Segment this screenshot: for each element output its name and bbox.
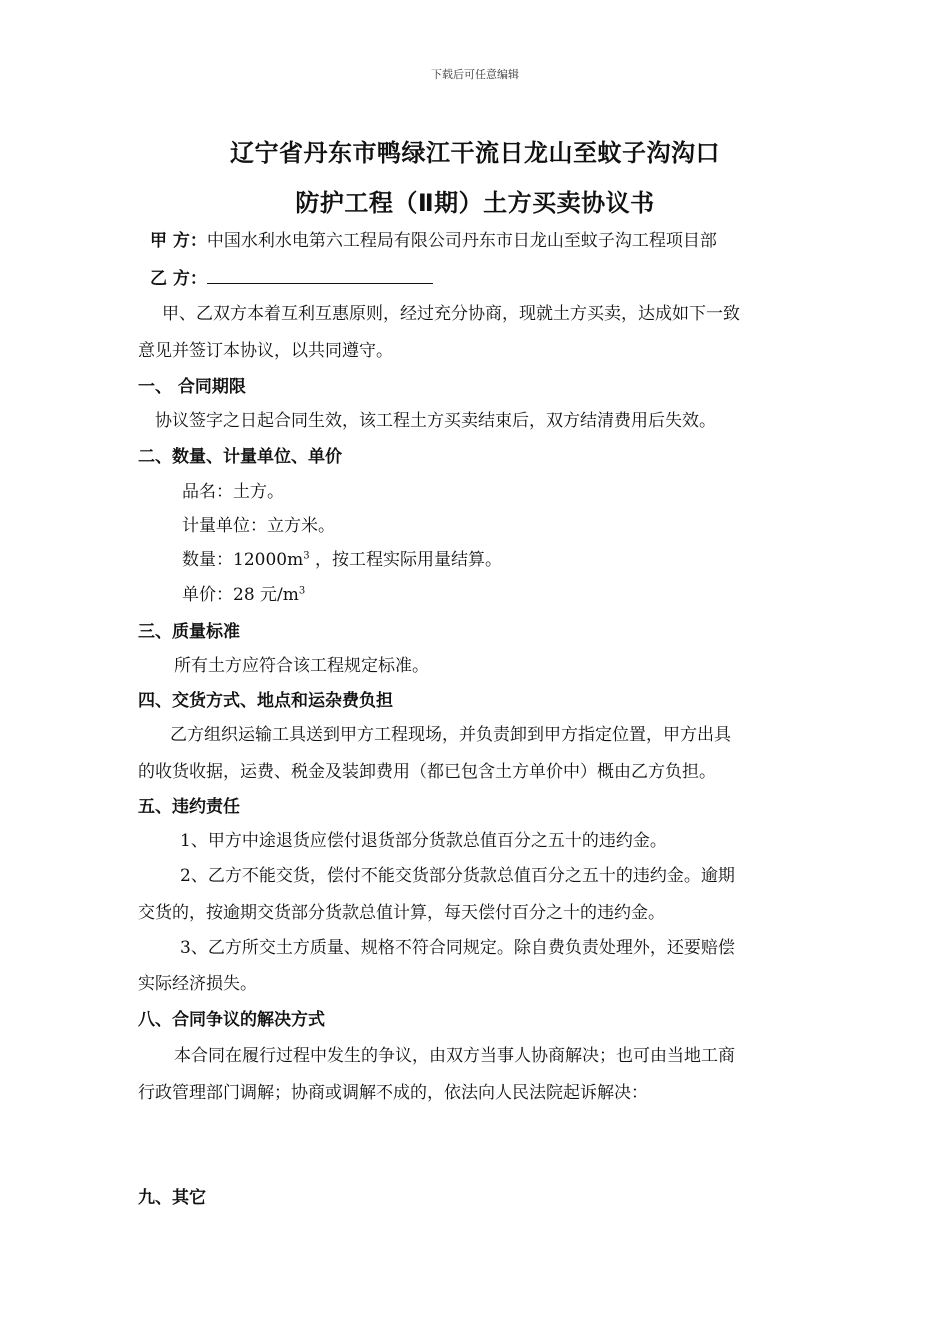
section-5-heading: 五、违约责任 (138, 797, 240, 817)
section-5-line-4: 3、乙方所交土方质量、规格不符合同规定。除自费负责处理外，还要赔偿 (180, 938, 735, 958)
party-b-label: 乙 方： (150, 269, 207, 289)
section-1-heading: 一、 合同期限 (138, 377, 246, 397)
price-superscript: 3 (298, 585, 306, 597)
section-5-line-2: 2、乙方不能交货，偿付不能交货部分货款总值百分之五十的违约金。逾期 (180, 866, 735, 886)
item-unit: 计量单位：立方米。 (182, 516, 335, 536)
section-4-line-2: 的收货收据，运费、税金及装卸费用（都已包含土方单价中）概由乙方负担。 (138, 762, 716, 782)
quantity-note: ，按工程实际用量结算。 (309, 550, 502, 570)
party-b (150, 264, 830, 289)
quantity-text: 数量：12000m (182, 550, 304, 570)
section-8-line-1: 本合同在履行过程中发生的争议，由双方当事人协商解决；也可由当地工商 (174, 1046, 735, 1066)
document-title-line-2: 防护工程（Ⅱ期）土方买卖协议书 (295, 189, 655, 217)
price-text: 单价：28 元/m (182, 585, 299, 605)
section-5-line-3: 交货的，按逾期交货部分货款总值计算，每天偿付百分之十的违约金。 (138, 903, 665, 923)
party-a-label: 甲 方： (150, 231, 207, 251)
party-a-value: 中国水利水电第六工程局有限公司丹东市日龙山至蚊子沟工程项目部 (206, 231, 717, 251)
section-4-line-1: 乙方组织运输工具送到甲方工程现场，并负责卸到甲方指定位置，甲方出具 (170, 725, 731, 745)
intro-line-1: 甲、乙双方本着互利互惠原则，经过充分协商，现就土方买卖，达成如下一致 (162, 304, 740, 324)
section-4-heading: 四、交货方式、地点和运杂费负担 (138, 691, 393, 711)
item-name: 品名：土方。 (182, 482, 284, 502)
item-price (182, 580, 862, 605)
page-header: 下载后可任意编辑 (431, 68, 519, 81)
section-3-body: 所有土方应符合该工程规定标准。 (174, 656, 429, 676)
section-1-body: 协议签字之日起合同生效，该工程土方买卖结束后，双方结清费用后失效。 (155, 411, 716, 431)
section-9-heading: 九、其它 (138, 1188, 206, 1208)
section-5-line-1: 1、甲方中途退货应偿付退货部分货款总值百分之五十的违约金。 (180, 831, 667, 851)
section-3-heading: 三、质量标准 (138, 622, 240, 642)
section-5-line-5: 实际经济损失。 (138, 974, 257, 994)
party-a (150, 226, 830, 251)
section-2-heading: 二、数量、计量单位、单价 (138, 447, 342, 467)
intro-line-2: 意见并签订本协议，以共同遵守。 (138, 341, 393, 361)
section-8-heading: 八、合同争议的解决方式 (138, 1010, 325, 1030)
section-8-line-2: 行政管理部门调解；协商或调解不成的，依法向人民法院起诉解决： (138, 1083, 648, 1103)
quantity-superscript: 3 (303, 550, 310, 562)
party-b-blank-line (207, 267, 433, 284)
item-quantity (182, 545, 862, 570)
document-title-line-1: 辽宁省丹东市鸭绿江干流日龙山至蚊子沟沟口 (230, 139, 720, 167)
